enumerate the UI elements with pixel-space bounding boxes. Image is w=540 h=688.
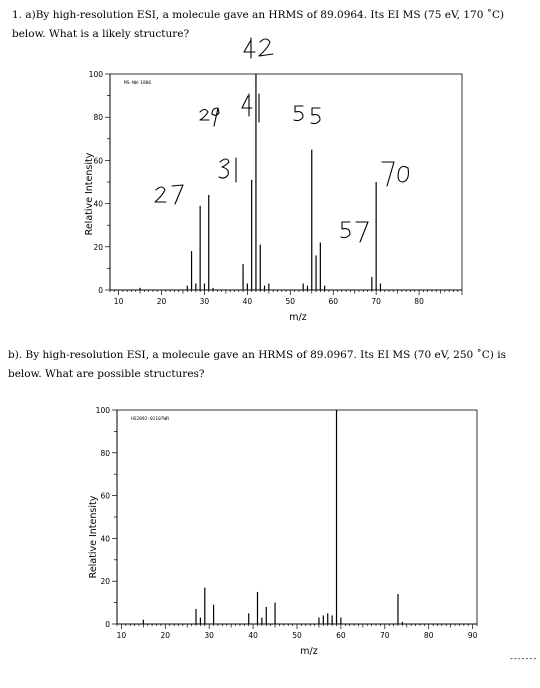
handwritten-label-31 [219,158,236,182]
y-tick-label: 100 [95,406,110,415]
y-tick-label: 100 [88,70,103,79]
y-tick-label: 80 [100,448,110,458]
y-tick-label: 20 [100,577,110,587]
question-a-line1: 1. a)By high-resolution ESI, a molecule gave an HRMS of 89.0964. Its EI MS (75 eV, 170 ˚C) [12,9,505,21]
x-tick-label: 40 [242,297,253,306]
handwritten-annotations [155,38,408,242]
y-tick-label: 0 [98,286,103,295]
x-tick-label: 40 [248,631,258,640]
y-tick-label: 40 [100,534,110,544]
y-tick-label: 20 [93,242,103,252]
x-tick-label: 90 [467,631,478,640]
x-tick-label: 60 [336,631,346,640]
question-a-line2: below. What is a likely structure? [12,28,190,40]
y-tick-label: 80 [93,113,103,123]
x-tick-label: 80 [414,297,424,306]
question-b-line2: below. What are possible structures? [8,368,205,380]
handwritten-label-57 [341,222,368,242]
y-tick-label: 60 [93,156,103,166]
x-tick-label: 20 [160,631,171,640]
y-tick-label: 40 [93,199,103,209]
handwritten-label-55 [294,106,320,124]
chart-b-peaks [143,410,402,624]
x-axis-title: m/z [300,646,318,657]
question-a [12,6,532,44]
question-b-line1: b). By high-resolution ESI, a molecule gave an HRMS of 89.0967. Its EI MS (70 eV, 250 ˚C) is [8,349,506,361]
x-tick-label: 50 [292,631,302,640]
spectrum-id: MS-NW-1886 [124,81,152,86]
y-axis-title: Relative Intensity [88,495,99,579]
x-tick-label: 60 [328,297,338,306]
x-axis-title: m/z [289,312,307,323]
x-tick-label: 10 [116,631,127,640]
y-tick-label: 0 [105,620,110,629]
x-tick-label: 30 [204,631,214,640]
plot-frame [117,410,477,624]
x-tick-label: 30 [199,297,210,306]
x-tick-label: 70 [380,631,390,640]
x-tick-label: 20 [156,297,167,306]
chart-a-axes [84,70,462,323]
chart-b-axes [88,406,478,657]
y-tick-label: 60 [100,491,110,501]
x-tick-label: 70 [371,297,381,306]
question-b [8,346,528,384]
plot-frame [110,74,462,290]
y-axis-title: Relative Intensity [84,152,95,236]
handwritten-label-29 [200,108,219,126]
spectrum-id: HS2092-01107WR [131,417,169,422]
mass-spectrum-chart-b [0,400,540,660]
trailing-dashes: ------- [510,654,538,663]
x-tick-label: 10 [113,297,124,306]
x-tick-label: 80 [423,631,434,640]
mass-spectrum-chart-a [0,62,540,332]
x-tick-label: 50 [285,297,296,306]
handwritten-label-70 [382,162,408,186]
handwritten-label-27 [155,185,183,204]
chart-a-peaks [140,74,380,290]
